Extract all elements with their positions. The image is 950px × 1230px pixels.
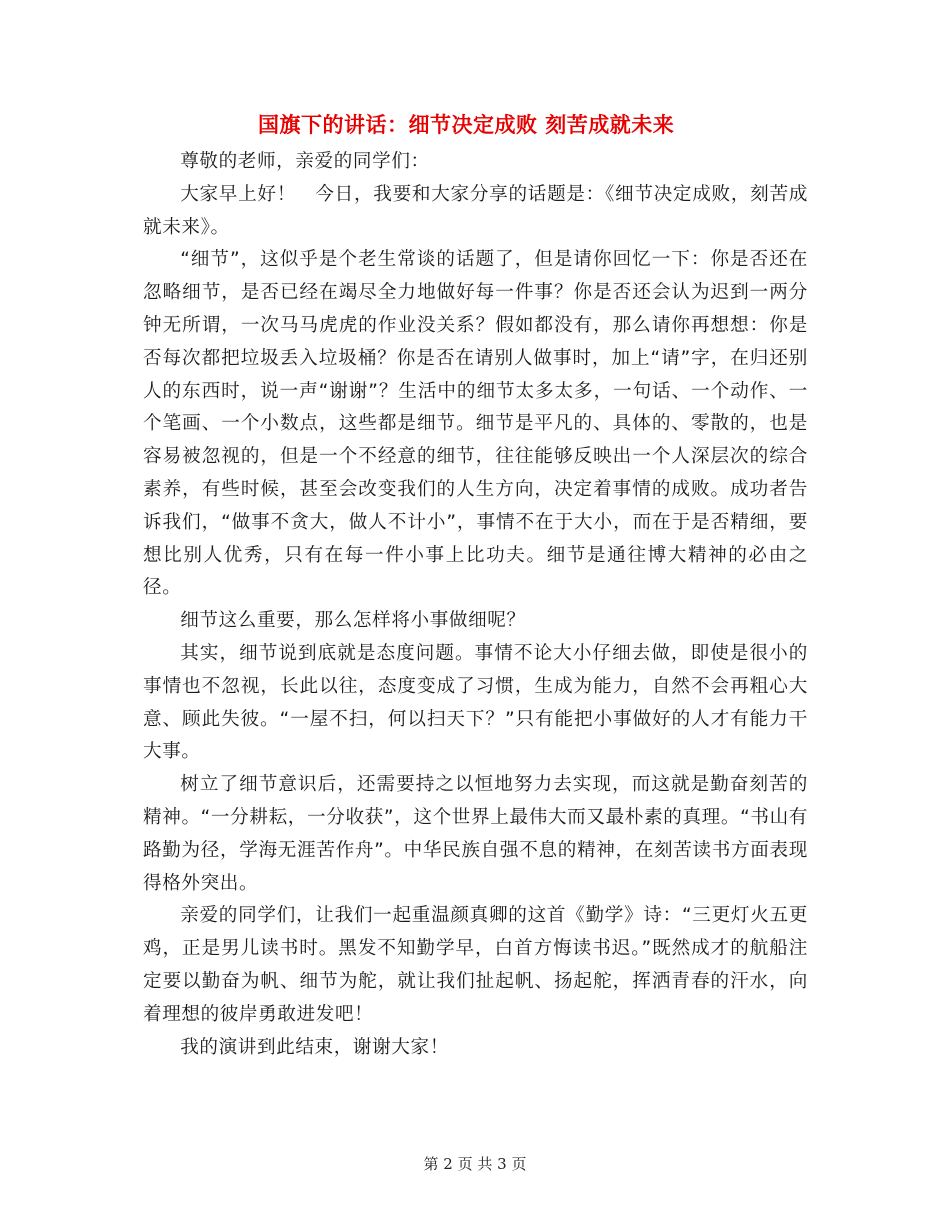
paragraph-greeting: 尊敬的老师，亲爱的同学们： [180, 151, 430, 172]
paragraph-opening: 大家早上好！ 今日，我要和大家分享的话题是：《细节决定成败，刻苦成就未来》。 [143, 183, 808, 238]
paragraph-question: 细节这么重要，那么怎样将小事做细呢？ [180, 610, 526, 632]
paragraph-attitude: 其实，细节说到底就是态度问题。事情不论大小仔细去做，即使是很小的事情也不忽视，长此以往，态度变成了习惯，生成为能力，自然不会再粗心大意、顾此失彼。“一屋不扫，何以扫天下？”只有能把小事做好的人才有能力干大事。 [143, 642, 808, 763]
paragraph-details: “细节”，这似乎是个老生常谈的话题了，但是请你回忆一下：你是否还在忽略细节，是否已经在竭尽全力地做好每一件事？你是否还会认为迟到一两分钟无所谓，一次马马虎虎的作业没关系？假如都没有，那么请你再想想：你是否每次都把垃圾丢入垃圾桶？你是否在请别人做事时，加上“请”字，在归还别人的东西时，说一声“谢谢”？生活中的细节太多太多，一句话、一个动作、一个笔画、一个小数点，这些都是细节。细节是平凡的、具体的、零散的，也是容易被忽视的，但是一个不经意的细节，往往能够反映出一个人深层次的综合素养，有些时候，甚至会改变我们的人生方向，决定着事情的成败。成功者告诉我们，“做事不贪大，做人不计小”，事情不在于大小，而在于是否精细，要想比别人优秀，只有在每一件小事上比功夫。细节是通往博大精神的必由之径。 [143, 249, 808, 599]
page-title: 国旗下的讲话：细节决定成败 刻苦成就未来 [258, 113, 675, 137]
page-number-footer: 第 2 页 共 3 页 [423, 1155, 527, 1173]
speech-body [143, 146, 808, 1064]
paragraph-poem: 亲爱的同学们，让我们一起重温颜真卿的这首《勤学》诗：“三更灯火五更鸡，正是男儿读书时。黑发不知勤学早，白首方悔读书迟。”既然成才的航船注定要以勤奋为帆、细节为舵，就让我们扯起帆、扬起舵，挥洒青春的汗水，向着理想的彼岸勇敢进发吧！ [143, 905, 808, 1025]
paragraph-diligence: 树立了细节意识后，还需要持之以恒地努力去实现，而这就是勤奋刻苦的精神。“一分耕耘，一分收获”，这个世界上最伟大而又最朴素的真理。“书山有路勤为径，学海无涯苦作舟”。中华民族自强不息的精神，在刻苦读书方面表现得格外突出。 [143, 774, 808, 894]
paragraph-closing: 我的演讲到此结束，谢谢大家！ [180, 1036, 449, 1058]
